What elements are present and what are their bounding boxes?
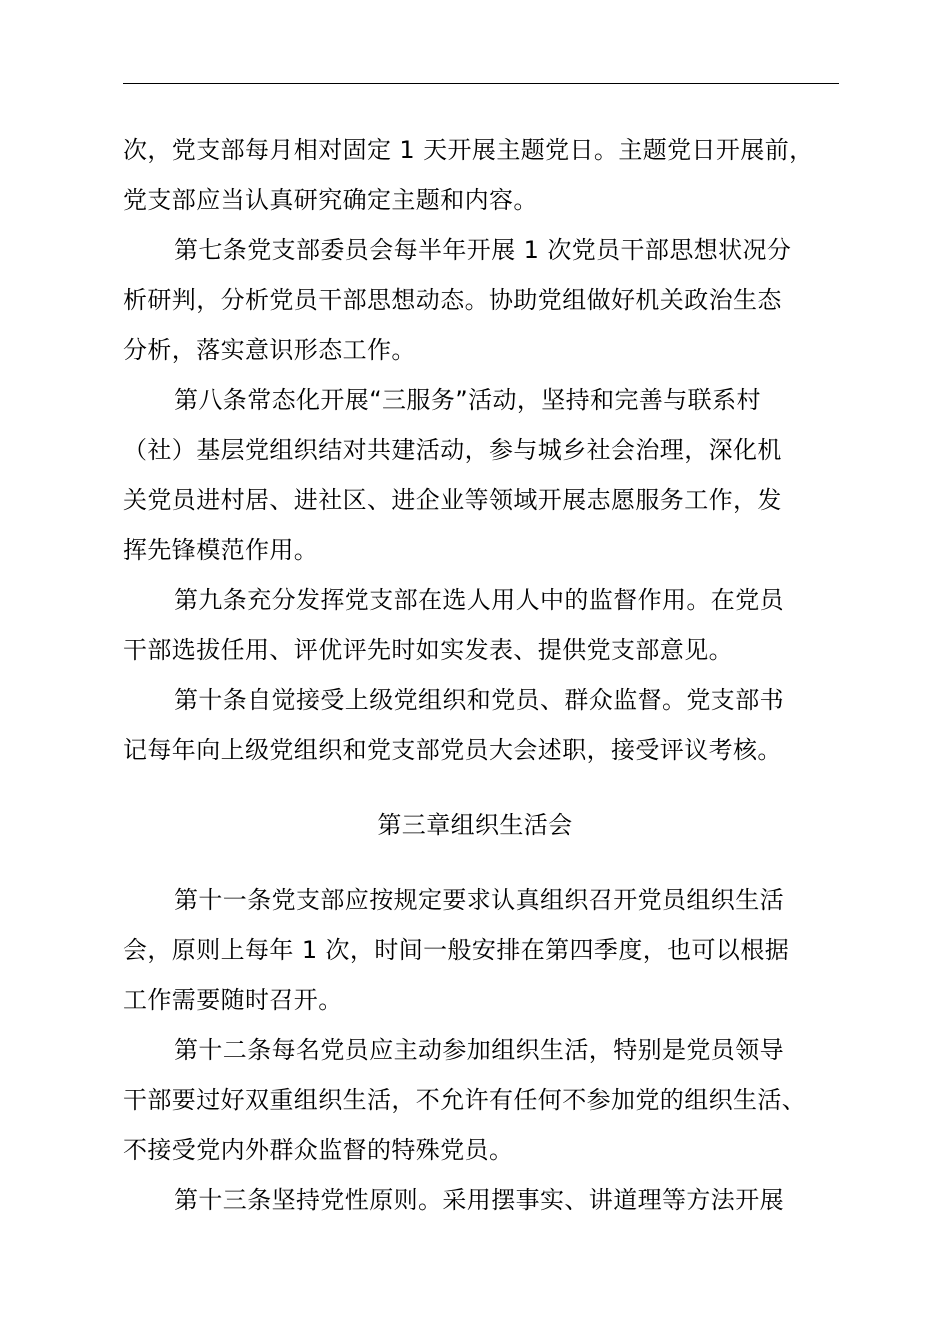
text-line: 记每年向上级党组织和党支部党员大会述职，接受评议考核。 — [123, 736, 782, 764]
article-9-line: 第九条充分发挥党支部在选人用人中的监督作用。在党员 — [174, 586, 784, 614]
header-rule — [123, 83, 839, 84]
text-line: 关党员进村居、进社区、进企业等领域开展志愿服务工作，发 — [123, 486, 782, 514]
article-13-line: 第十三条坚持党性原则。采用摆事实、讲道理等方法开展 — [174, 1186, 784, 1214]
article-10-line: 第十条自觉接受上级党组织和党员、群众监督。党支部书 — [174, 686, 784, 714]
text-line: 分析，落实意识形态工作。 — [123, 336, 416, 364]
text-line: 干部要过好双重组织生活，不允许有任何不参加党的组织生活、 — [123, 1086, 807, 1114]
article-8-line: 第八条常态化开展“三服务”活动，坚持和完善与联系村 — [174, 386, 761, 414]
text-line: 工作需要随时召开。 — [123, 986, 343, 1014]
text-line: （社）基层党组织结对共建活动，参与城乡社会治理，深化机 — [123, 436, 782, 464]
chapter-heading: 第三章组织生活会 — [377, 811, 573, 839]
article-11-line: 第十一条党支部应按规定要求认真组织召开党员组织生活 — [174, 886, 784, 914]
text-line: 干部选拔任用、评优评先时如实发表、提供党支部意见。 — [123, 636, 733, 664]
text-line: 党支部应当认真研究确定主题和内容。 — [123, 186, 538, 214]
text-line: 析研判，分析党员干部思想动态。协助党组做好机关政治生态 — [123, 286, 782, 314]
text-line: 挥先锋模范作用。 — [123, 536, 319, 564]
article-12-line: 第十二条每名党员应主动参加组织生活，特别是党员领导 — [174, 1036, 784, 1064]
text-line: 不接受党内外群众监督的特殊党员。 — [123, 1136, 514, 1164]
text-line: 次，党支部每月相对固定 1 天开展主题党日。主题党日开展前， — [123, 136, 814, 164]
article-7-line: 第七条党支部委员会每半年开展 1 次党员干部思想状况分 — [174, 236, 792, 264]
text-line: 会，原则上每年 1 次，时间一般安排在第四季度，也可以根据 — [123, 936, 790, 964]
